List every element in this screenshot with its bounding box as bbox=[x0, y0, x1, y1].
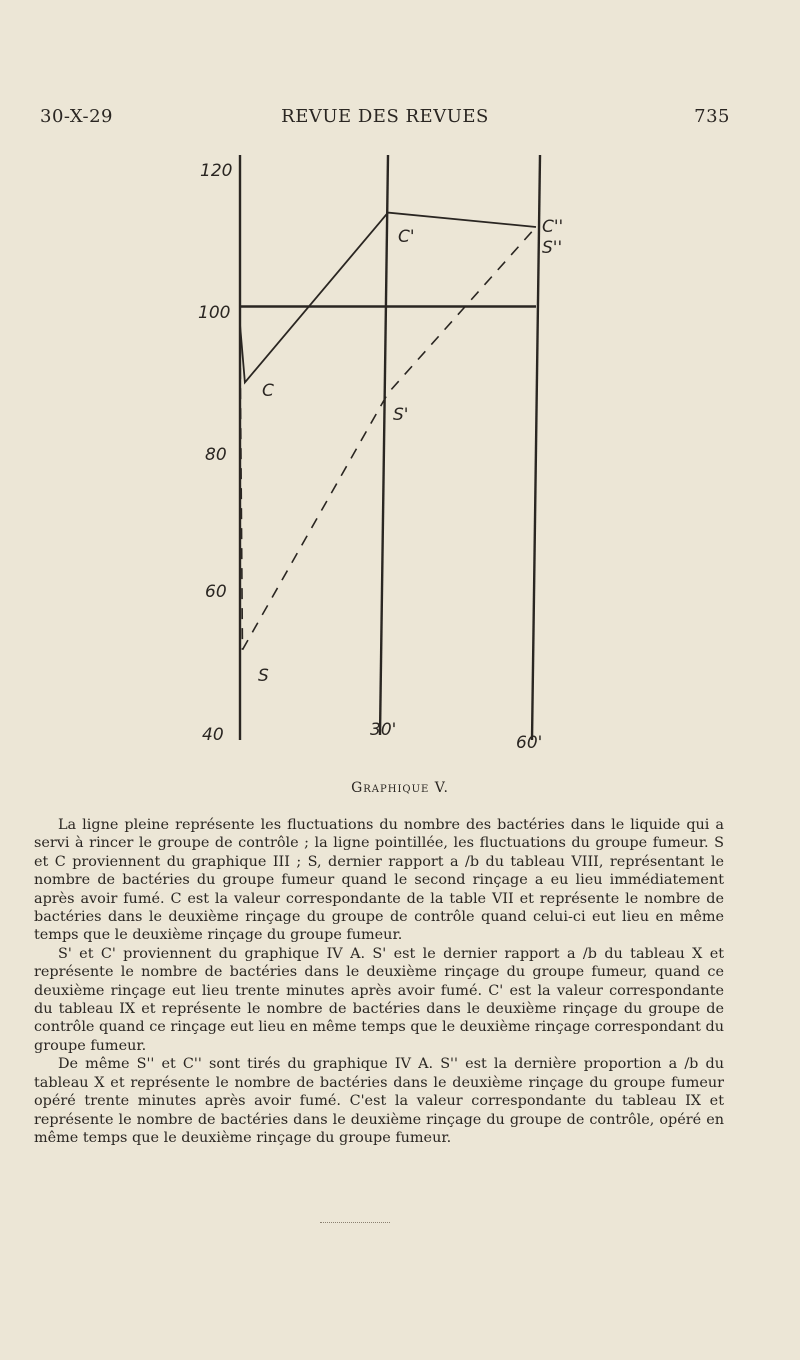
body-text bbox=[34, 816, 724, 1147]
paragraph: La ligne pleine représente les fluctuations du nombre des bactéries dans le liquide qui a servi à rincer le groupe de contrôle ; la ligne pointillée, les fluctuations du groupe fumeur. S et C proviennent du graphique III ; S, dernier rapport a /b du tableau VIII, représentant le nombre de bactéries du groupe fumeur quand le second rinçage a eu lieu immédiatement après avoir fumé. C est la valeur correspondante de la table VII et représente le nombre de bactéries dans le deuxième rinçage du groupe de contrôle quand celui-ci eut lieu en même temps que le deuxième rinçage du groupe fumeur. bbox=[34, 817, 724, 944]
page-number: 735 bbox=[694, 106, 730, 127]
x-tick-60: 60' bbox=[516, 733, 543, 753]
x60-vertical-line bbox=[532, 155, 540, 740]
point-label-c-double-prime: C'' bbox=[542, 217, 564, 237]
x30-vertical-line bbox=[380, 155, 388, 735]
y-tick-60: 60 bbox=[205, 582, 227, 602]
point-label-s: S bbox=[258, 666, 269, 686]
end-ornament bbox=[320, 1222, 390, 1223]
running-title: REVUE DES REVUES bbox=[281, 106, 489, 127]
paragraph: De même S'' et C'' sont tirés du graphique IV A. S'' est la dernière proportion a /b du tableau X et représente le nombre de bactéries dans le deuxième rinçage du groupe fumeur opéré trente minutes après avoir fumé. C'est la valeur correspondante du tableau IX et représente le nombre de bactéries dans le deuxième rinçage du groupe de contrôle, opéré en même temps que le deuxième rinçage du groupe fumeur. bbox=[34, 1056, 724, 1146]
x-tick-30: 30' bbox=[370, 720, 397, 740]
point-label-c: C bbox=[262, 381, 274, 401]
point-label-s-prime: S' bbox=[393, 405, 409, 425]
paragraph: S' et C' proviennent du graphique IV A. S' est le dernier rapport a /b du tableau X et représente le nombre de bactéries dans le deuxième rinçage du groupe fumeur, quand ce deuxième rinçage eut lieu trente minutes après avoir fumé. C' est la valeur correspondante du tableau IX et représente le nombre de bactéries dans le deuxième rinçage du groupe de contrôle quand ce rinçage eut lieu en même temps que le deuxième rinçage correspondant du groupe fumeur. bbox=[34, 945, 724, 1054]
y-tick-40: 40 bbox=[202, 725, 224, 745]
point-label-s-double-prime: S'' bbox=[542, 238, 563, 258]
smoker-group-line bbox=[243, 227, 537, 650]
figure-caption: Graphique V. bbox=[351, 780, 449, 796]
y-tick-80: 80 bbox=[205, 445, 227, 465]
y-tick-120: 120 bbox=[200, 161, 233, 181]
y-tick-100: 100 bbox=[198, 303, 231, 323]
issue-date: 30-X-29 bbox=[40, 106, 114, 127]
point-label-c-prime: C' bbox=[398, 227, 415, 247]
